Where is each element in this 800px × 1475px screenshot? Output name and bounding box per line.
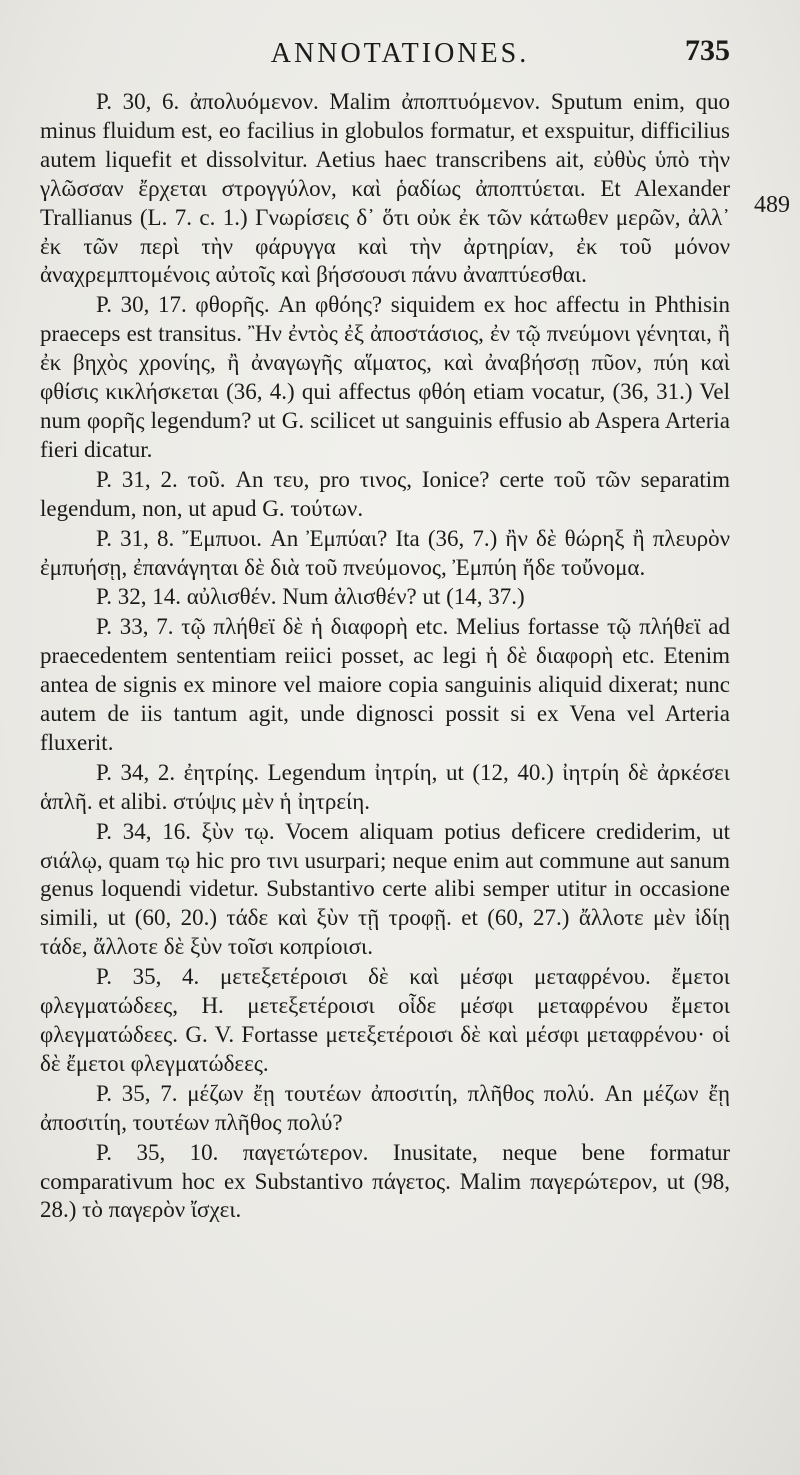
annotation-paragraph: P. 31, 2. τοῦ. An τευ, pro τινος, Ionice? certe τοῦ τῶν separatim legendum, non, ut apud G. τούτων. — [40, 466, 730, 521]
annotation-paragraph: P. 32, 14. αὐλισθέν. Num ἀλισθέν? ut (14, 37.) — [96, 584, 525, 610]
annotation-text — [40, 88, 730, 1225]
running-title: ANNOTATIONES. — [270, 38, 530, 69]
annotation-paragraph: P. 35, 4. μετεξετέροισι δὲ καὶ μέσφι μεταφρένου. ἔμετοι φλεγματώδεες, H. μετεξετέροισι οἷδε μέσφι μεταφρένου ἔμετοι φλεγματώδεες. G. V. Fortasse μετεξετέροισι δὲ καὶ μέσφι μεταφρένου· οἱ δὲ ἔμετοι φλεγματώδεες. — [40, 964, 730, 1076]
annotation-paragraph: P. 35, 7. μέζων ἔῃ τουτέων ἀποσιτίη, πλῆθος πολύ. An μέζων ἔῃ ἀποσιτίη, τουτέων πλῆθος πολύ? — [40, 1080, 730, 1135]
annotation-paragraph: P. 33, 7. τῷ πλήθεϊ δὲ ἡ διαφορὴ etc. Melius fortasse τῷ πλήθεϊ ad praecedentem sententiam reiici posset, ac legi ἡ δὲ διαφορὴ etc. Etenim antea de signis ex minore vel maiore copia sanguinis aliquid dixerat; nunc autem de iis tantum agit, unde dignosci possit si ex Vena vel Arteria fluxerit. — [40, 614, 730, 755]
annotation-paragraph: P. 34, 2. ἐητρίης. Legendum ἰητρίη, ut (12, 40.) ἰητρίη δὲ ἀρκέσει ἁπλῆ. et alibi. στύψις μὲν ἡ ἰητρείη. — [40, 759, 730, 814]
annotation-paragraph: P. 30, 6. ἀπολυόμενον. Malim ἀποπτυόμενον. Sputum enim, quo minus fluidum est, eo facilius in globulos formatur, et exspuitur, difficilius autem liquefit et dissolvitur. Aetius haec transcribens ait, εὐθὺς ὑπὸ τὴν γλῶσσαν ἔρχεται στρογγύλον, καὶ ῥαδίως ἀποπτύεται. Et Alexander Trallianus (L. 7. c. 1.) Γνωρίσεις δ᾽ ὅτι οὐκ ἐκ τῶν κάτωθεν μερῶν, ἀλλ᾽ ἐκ τῶν περὶ τὴν φάρυγγα καὶ τὴν ἀρτηρίαν, ἐκ τοῦ μόνον ἀναχρεμπτομένοις αὐτοῖς καὶ βήσσουσι πάνυ ἀναπτύεσθαι. — [40, 89, 730, 288]
annotation-paragraph: P. 35, 10. παγετώτερον. Inusitate, neque bene formatur comparativum hoc ex Substantivo πάγετος. Malim παγερώτερον, ut (98, 28.) τὸ παγερὸν ἴσχει. — [40, 1139, 730, 1223]
page-header — [0, 30, 800, 80]
annotation-paragraph: P. 31, 8. Ἔμπυοι. An Ἐμπύαι? Ita (36, 7.) ἢν δὲ θώρηξ ἢ πλευρὸν ἐμπυήσῃ, ἐπανάγηται δὲ διὰ τοῦ πνεύμονος, Ἐμπύη ἥδε τοὔνομα. — [40, 525, 730, 580]
page-number: 735 — [685, 34, 730, 67]
margin-line-number: 489 — [754, 192, 790, 218]
annotation-paragraph: P. 34, 16. ξὺν τῳ. Vocem aliquam potius deficere crediderim, ut σιάλῳ, quam τῳ hic pro τινι usurpari; neque enim aut commune aut sanum genus loquendi videtur. Substantivo certe alibi semper utitur in occasione simili, ut (60, 20.) τάδε καὶ ξὺν τῇ τροφῇ. et (60, 27.) ἄλλοτε μὲν ἰδίῃ τάδε, ἄλλοτε δὲ ξὺν τοῖσι κοπρίοισι. — [40, 818, 730, 960]
annotation-paragraph: P. 30, 17. φθορῆς. An φθόης? siquidem ex hoc affectu in Phthisin praeceps est transitus. Ἢν ἐντὸς ἐξ ἀποστάσιος, ἐν τῷ πνεύμονι γένηται, ἢ ἐκ βηχὸς χρονίης, ἢ ἀναγωγῆς αἵματος, καὶ ἀναβήσσῃ πῦον, πύη καὶ φθίσις κικλήσκεται (36, 4.) qui affectus φθόη etiam vocatur, (36, 31.) Vel num φορῆς legendum? ut G. scilicet ut sanguinis effusio ab Aspera Arteria fieri dicatur. — [40, 292, 730, 462]
